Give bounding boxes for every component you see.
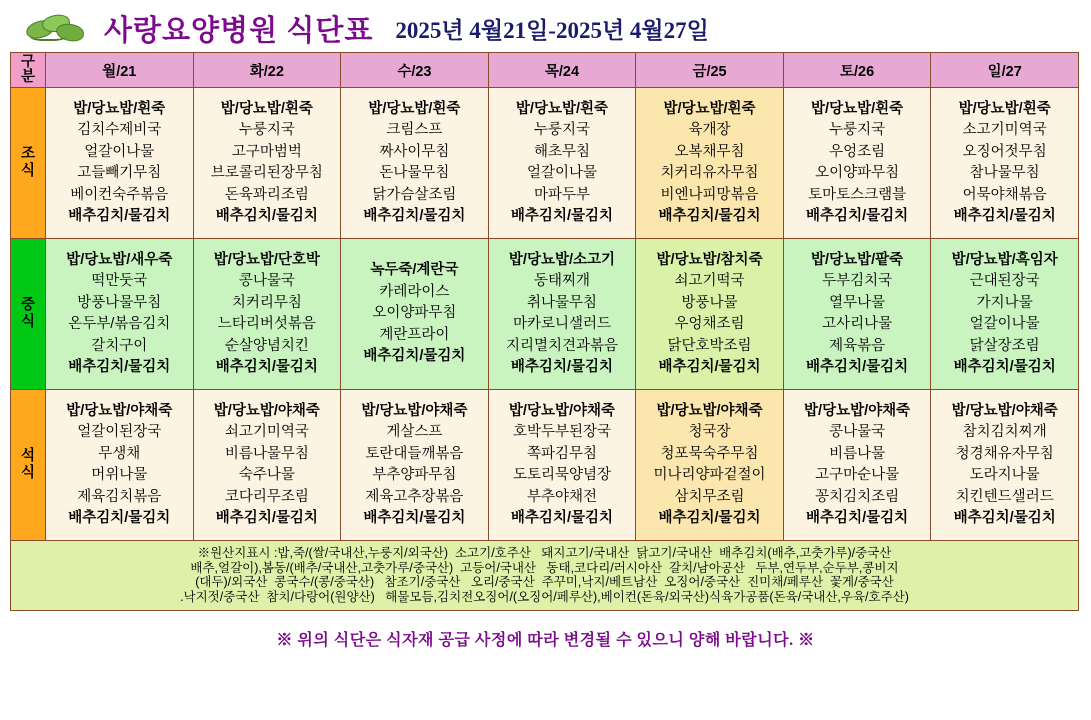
menu-item: 방풍나물	[681, 294, 738, 311]
table-row-breakfast	[11, 88, 1079, 239]
menu-item: 배추김치/물김치	[68, 208, 171, 224]
menu-item: 꽁치김치조림	[815, 488, 900, 505]
menu-item: 배추김치/물김치	[215, 208, 318, 224]
menu-item: 열무나물	[829, 294, 886, 311]
menu-item: 동태찌개	[533, 273, 590, 289]
menu-item: 밥/당뇨밥/흰죽	[811, 100, 904, 117]
menu-cell-lunch-mon	[46, 239, 194, 390]
menu-item: 배추김치/물김치	[68, 510, 171, 526]
menu-item: 배추김치/물김치	[806, 510, 909, 526]
menu-item: 밥/당뇨밥/새우죽	[66, 251, 173, 268]
menu-item: 얼갈이나물	[84, 143, 155, 160]
leaf-logo-icon	[24, 11, 86, 45]
menu-item: 토란대들깨볶음	[365, 445, 464, 462]
date-range: 2025년 4월21일-2025년 4월27일	[395, 17, 709, 43]
menu-item: 도라지나물	[969, 467, 1040, 483]
row-label-line-2: 식	[20, 163, 35, 179]
menu-item: 배추김치/물김치	[363, 510, 466, 526]
table-body	[11, 88, 1079, 541]
menu-item: 제육김치볶음	[77, 488, 162, 505]
menu-item: 배추김치/물김치	[953, 208, 1056, 224]
corner-label-line-1: 구	[20, 54, 35, 70]
menu-item: 비름나물	[829, 445, 886, 462]
menu-item: 취나물무침	[526, 294, 597, 311]
menu-item: 갈치구이	[91, 337, 148, 354]
menu-item: 밥/당뇨밥/흰죽	[958, 100, 1051, 117]
menu-item: 콩나물국	[829, 424, 886, 440]
menu-item: 느타리버섯볶음	[217, 316, 316, 332]
table-row-lunch	[11, 239, 1079, 390]
menu-item: 숙주나물	[238, 467, 295, 483]
menu-item: 밥/당뇨밥/흰죽	[368, 100, 461, 117]
menu-item: 닭단호박조림	[667, 337, 752, 354]
origin-note	[10, 541, 1079, 611]
menu-item: 밥/당뇨밥/소고기	[508, 251, 616, 268]
menu-item: 밥/당뇨밥/야채죽	[951, 402, 1058, 419]
corner-label-line-2: 분	[20, 69, 35, 85]
menu-cell-breakfast-sun	[931, 88, 1079, 239]
table-row-dinner	[11, 390, 1079, 541]
row-label-line-1: 석	[20, 448, 35, 464]
menu-item: 마카로니샐러드	[512, 316, 611, 332]
menu-item: 치커리유자무침	[660, 165, 759, 181]
table-header-row	[11, 53, 1079, 88]
column-header-fri: 금/25	[636, 53, 784, 88]
menu-cell-lunch-wed	[341, 239, 489, 390]
menu-item: 고구마범벅	[231, 143, 302, 160]
menu-item: 배추김치/물김치	[363, 208, 466, 224]
menu-item: 계란프라이	[379, 326, 450, 343]
menu-cell-breakfast-sat	[783, 88, 931, 239]
menu-item: 배추김치/물김치	[363, 348, 466, 365]
menu-item: 쇠고기미역국	[224, 424, 309, 440]
menu-item: 밥/당뇨밥/흑임자	[951, 251, 1058, 268]
menu-item: 도토리묵양념장	[512, 467, 611, 483]
menu-item: 마파두부	[533, 186, 590, 203]
origin-note-line: (대두)/외국산 콩국수/(콩/중국산) 참조기/중국산 오리/중국산 주꾸미,낙지/베트남산 오징어/중국산 진미채/페루산 꽃게/중국산	[195, 575, 894, 589]
menu-item: 녹두죽/계란국	[370, 262, 459, 279]
menu-item: 지리멸치견과볶음	[505, 337, 618, 354]
menu-item: 배추김치/물김치	[658, 208, 761, 224]
menu-item: 밥/당뇨밥/야채죽	[656, 402, 763, 419]
menu-item: 돈육꽈리조림	[224, 186, 309, 203]
menu-item: 참치김치찌개	[962, 424, 1047, 440]
menu-item: 돈나물무침	[379, 165, 450, 181]
menu-item: 제육볶음	[829, 337, 886, 354]
menu-cell-breakfast-mon	[46, 88, 194, 239]
origin-note-line: ※원산지표시 :밥,죽/(쌀/국내산,누룽지/외국산) 소고기/호주산 돼지고기/국내산 닭고기/국내산 배추김치(배추,고춧가루)/중국산	[197, 546, 892, 560]
menu-item: 김치수제비국	[77, 122, 162, 138]
menu-item: 누룽지국	[829, 122, 886, 138]
menu-item: 배추김치/물김치	[658, 359, 761, 375]
menu-item: 밥/당뇨밥/야채죽	[361, 402, 468, 419]
row-label-line-2: 식	[20, 314, 35, 330]
menu-item: 온두부/볶음김치	[68, 316, 171, 332]
menu-item: 참나물무침	[969, 165, 1040, 181]
menu-item: 얼갈이나물	[526, 165, 597, 181]
menu-item: 가지나물	[976, 294, 1033, 311]
menu-cell-breakfast-tue	[193, 88, 341, 239]
menu-item: 제육고추장볶음	[365, 488, 464, 505]
menu-item: 얼갈이된장국	[77, 424, 162, 440]
menu-cell-dinner-fri	[636, 390, 784, 541]
menu-item: 배추김치/물김치	[510, 510, 613, 526]
menu-item: 배추김치/물김치	[953, 510, 1056, 526]
row-label-line-2: 식	[20, 465, 35, 481]
menu-item: 밥/당뇨밥/야채죽	[66, 402, 173, 419]
menu-cell-breakfast-wed	[341, 88, 489, 239]
menu-item: 닭가슴살조림	[372, 186, 457, 203]
menu-item: 닭살장조림	[969, 337, 1040, 354]
menu-item: 치킨텐드샐러드	[955, 488, 1054, 505]
row-label-dinner	[11, 390, 46, 541]
row-label-line-1: 조	[20, 146, 35, 162]
menu-item: 청경채유자무침	[955, 445, 1054, 462]
menu-item: 우엉조림	[829, 143, 886, 160]
menu-cell-dinner-thu	[488, 390, 636, 541]
menu-item: 배추김치/물김치	[68, 359, 171, 375]
menu-item: 배추김치/물김치	[215, 510, 318, 526]
menu-item: 브로콜리된장무침	[210, 165, 323, 181]
menu-item: 비름나물무침	[224, 445, 309, 462]
weekly-menu-table	[10, 52, 1079, 541]
menu-cell-breakfast-fri	[636, 88, 784, 239]
origin-note-line: 배추,얼갈이),봄동/(배추/국내산,고춧가루/중국산) 고등어/국내산 동태,코다리/러시아산 갈치/남아공산 두부,연두부,순두부,콩비지	[190, 560, 899, 575]
menu-item: 호박두부된장국	[512, 424, 611, 440]
row-label-breakfast	[11, 88, 46, 239]
menu-item: 청포묵숙주무침	[660, 445, 759, 462]
menu-item: 해초무침	[533, 143, 590, 160]
menu-item: 방풍나물무침	[77, 294, 162, 311]
menu-cell-dinner-tue	[193, 390, 341, 541]
menu-item: 누룽지국	[533, 122, 590, 138]
column-header-sun: 일/27	[931, 53, 1079, 88]
column-header-tue: 화/22	[193, 53, 341, 88]
menu-item: 베이컨숙주볶음	[70, 186, 169, 203]
menu-item: 청국장	[688, 424, 731, 440]
menu-item: 밥/당뇨밥/야채죽	[213, 402, 320, 419]
row-label-line-1: 중	[20, 297, 35, 313]
footer-notice: ※ 위의 식단은 식자재 공급 사정에 따라 변경될 수 있으니 양해 바랍니다. ※	[276, 632, 815, 649]
menu-item: 밥/당뇨밥/흰죽	[515, 100, 609, 117]
menu-item: 어묵야채볶음	[962, 186, 1047, 203]
menu-item: 카레라이스	[379, 283, 450, 300]
menu-item: 부추양파무침	[372, 467, 457, 483]
menu-item: 쪽파김무침	[526, 445, 597, 462]
menu-item: 두부김치국	[822, 273, 893, 289]
menu-item: 육개장	[688, 122, 731, 138]
menu-item: 배추김치/물김치	[953, 359, 1056, 375]
menu-cell-dinner-wed	[341, 390, 489, 541]
menu-item: 무생채	[98, 445, 141, 462]
menu-item: 근대된장국	[969, 273, 1040, 289]
menu-item: 밥/당뇨밥/흰죽	[220, 100, 313, 117]
menu-item: 배추김치/물김치	[510, 208, 613, 224]
menu-item: 밥/당뇨밥/흰죽	[663, 100, 756, 117]
menu-item: 누룽지국	[238, 122, 295, 138]
menu-item: 치커리무침	[231, 294, 302, 311]
menu-item: 밥/당뇨밥/야채죽	[508, 402, 616, 419]
menu-cell-dinner-sat	[783, 390, 931, 541]
menu-item: 배추김치/물김치	[510, 359, 613, 375]
corner-label	[11, 53, 46, 88]
menu-item: 쇠고기떡국	[674, 273, 745, 289]
menu-item: 머위나물	[91, 467, 148, 483]
menu-item: 밥/당뇨밥/팥죽	[811, 251, 904, 268]
menu-item: 비엔나피망볶음	[660, 186, 759, 203]
menu-cell-lunch-sun	[931, 239, 1079, 390]
menu-item: 토마토스크램블	[808, 186, 907, 203]
column-header-wed: 수/23	[341, 53, 489, 88]
page-header	[10, 6, 1081, 50]
row-label-lunch	[11, 239, 46, 390]
menu-item: 배추김치/물김치	[215, 359, 318, 375]
menu-cell-lunch-thu	[488, 239, 636, 390]
menu-item: 오이양파무침	[815, 165, 900, 181]
menu-cell-breakfast-thu	[488, 88, 636, 239]
menu-item: 우엉채조림	[674, 316, 745, 332]
menu-item: 밥/당뇨밥/흰죽	[73, 100, 166, 117]
menu-item: 삼치무조림	[674, 488, 745, 505]
menu-item: 얼갈이나물	[969, 316, 1040, 332]
column-header-thu: 목/24	[488, 53, 636, 88]
page-title: 사랑요양병원 식단표	[104, 14, 374, 47]
menu-item: 배추김치/물김치	[658, 510, 761, 526]
menu-cell-lunch-fri	[636, 239, 784, 390]
menu-item: 미나리양파겉절이	[653, 467, 766, 483]
menu-item: 순살양념치킨	[224, 337, 309, 354]
menu-item: 코다리무조림	[224, 488, 309, 505]
menu-item: 크림스프	[386, 122, 443, 138]
origin-note-line: .낙지젓/중국산 참치/다랑어(원양산) 해물모듬,김치전오징어/(오징어/페루산),베이컨(돈육/외국산)식육가공품(돈육/국내산,우육/호주산)	[180, 589, 909, 604]
menu-item: 오복채무침	[674, 143, 745, 160]
menu-item: 콩나물국	[238, 273, 295, 289]
menu-item: 밥/당뇨밥/참치죽	[656, 251, 763, 268]
menu-item: 고구마순나물	[815, 467, 900, 483]
column-header-mon: 월/21	[46, 53, 194, 88]
menu-item: 오징어젓무침	[962, 143, 1047, 160]
menu-item: 게살스프	[386, 424, 443, 440]
menu-item: 배추김치/물김치	[806, 359, 909, 375]
menu-item: 떡만둣국	[91, 273, 148, 289]
menu-item: 밥/당뇨밥/야채죽	[804, 402, 911, 419]
menu-cell-dinner-sun	[931, 390, 1079, 541]
menu-item: 소고기미역국	[962, 122, 1047, 138]
menu-cell-lunch-tue	[193, 239, 341, 390]
menu-item: 오이양파무침	[372, 305, 457, 322]
menu-item: 부추야채전	[526, 488, 597, 505]
column-header-sat: 토/26	[783, 53, 931, 88]
menu-item: 밥/당뇨밥/단호박	[213, 251, 320, 268]
menu-item: 짜사이무침	[379, 143, 450, 160]
menu-item: 배추김치/물김치	[806, 208, 909, 224]
menu-item: 고사리나물	[822, 316, 893, 332]
menu-item: 고들빼기무침	[77, 165, 162, 181]
menu-cell-dinner-mon	[46, 390, 194, 541]
menu-cell-lunch-sat	[783, 239, 931, 390]
